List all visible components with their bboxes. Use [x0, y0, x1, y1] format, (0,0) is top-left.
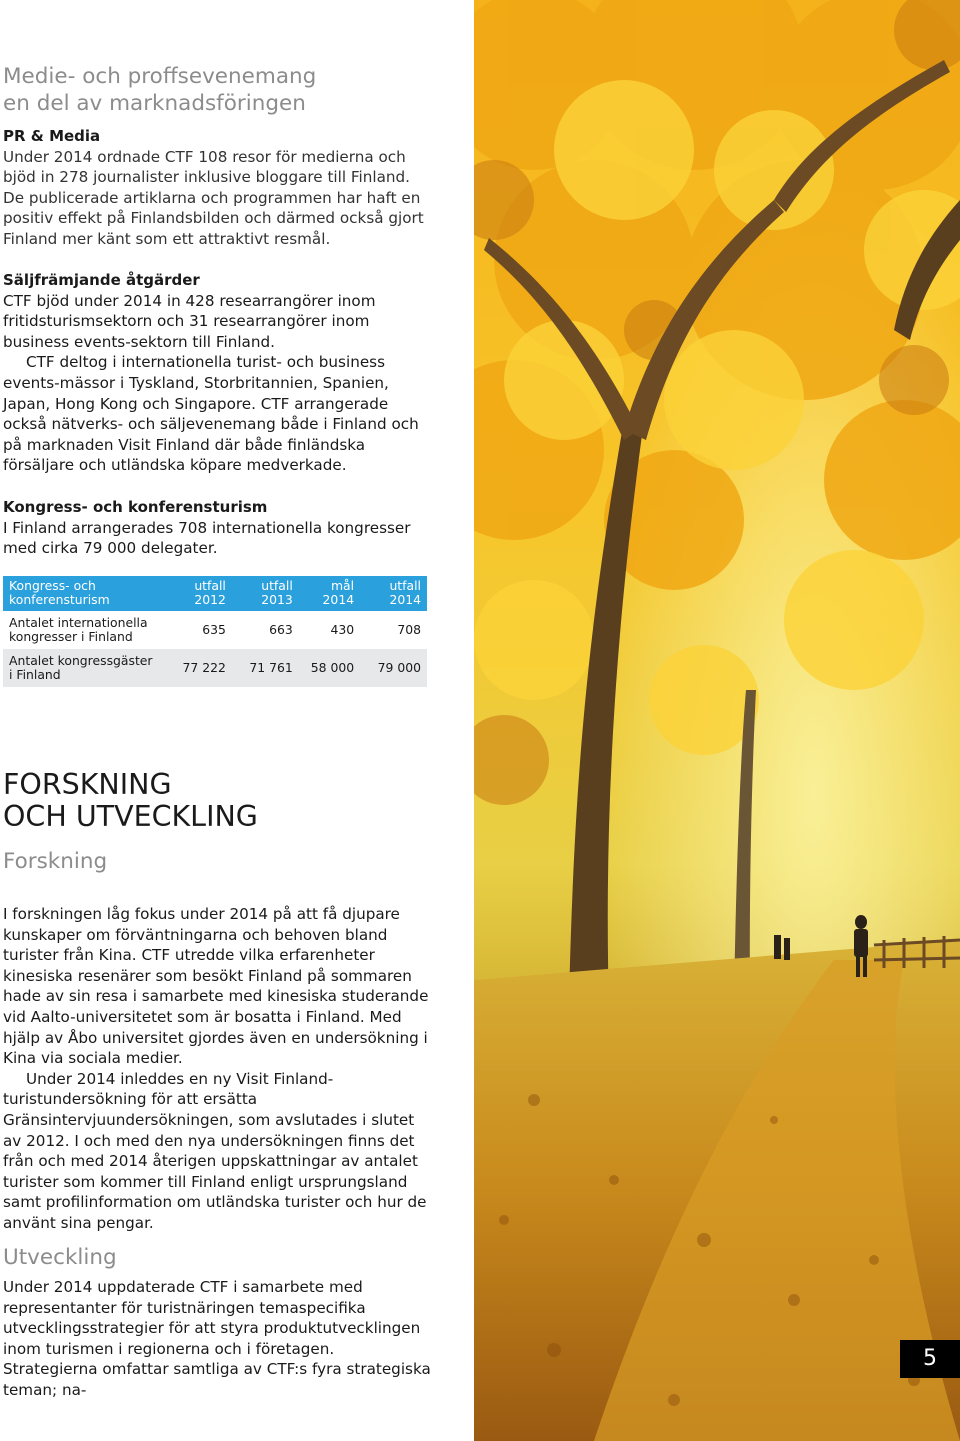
research-text-2: Under 2014 inleddes en ny Visit Finland- turistundersökning för att ersätta Gränsintervjuundersökningen, som avslutades i slutet av 2012. I och med den nya undersökningen finns det från och med 2014 återigen uppskattningar av antalet turister som kommer till Finland enligt ursprungsland samt profilinformation om utländska turister och hur de använt sina pengar.: [3, 1069, 427, 1232]
big-title-line2: OCH UTVECKLING: [3, 799, 258, 833]
page-number: 5: [900, 1340, 960, 1378]
sales-title: Säljfrämjande åtgärder: [3, 271, 200, 289]
section-heading: [3, 63, 433, 117]
table-header-row: [3, 576, 427, 611]
table-row: [3, 649, 427, 687]
section-heading-line2: en del av marknadsföringen: [3, 91, 306, 116]
pr-title: PR & Media: [3, 127, 101, 145]
congress-title: Kongress- och konferensturism: [3, 498, 268, 516]
research-development-title: [3, 769, 258, 832]
development-heading: Utveckling: [3, 1245, 117, 1270]
autumn-path-photo: [474, 0, 960, 1441]
table-cell: 77 222: [165, 649, 232, 687]
table-cell: 79 000: [360, 649, 427, 687]
sales-text-2: CTF deltog i internationella turist- och business events-mässor i Tyskland, Storbritannien, Spanien, Japan, Hong Kong och Singapore. CTF arrangerade också nätverks- och säljevenemang både i Finland och på marknaden Visit Finland där både finländska försäljare och utländska köpare medverkade.: [3, 353, 419, 475]
table-header-2012: utfall 2012: [165, 576, 232, 611]
congress-table: [3, 576, 427, 687]
pr-text: Under 2014 ordnade CTF 108 resor för medierna och bjöd in 278 journalister inklusive bloggare till Finland. De publicerade artiklarna och programmen har haft en positiv effekt på Finlandsbilden och därmed också gjort Finland mer känt som ett attraktivt resmål.: [3, 147, 424, 248]
development-text: Under 2014 uppdaterade CTF i samarbete med representanter för turistnäringen temaspecifika utvecklingsstrategier för att styra produktutvecklingen inom turismen i regionerna och i företagen. Strategierna omfattar samtliga av CTF:s fyra strategiska teman; na-: [3, 1278, 431, 1399]
table-row-label: Antalet kongressgäster i Finland: [3, 649, 165, 687]
table-row: [3, 611, 427, 649]
table-row-label: Antalet internationella kongresser i Finland: [3, 611, 165, 649]
table-header-category: Kongress- och konferensturism: [3, 576, 165, 611]
table-header-goal-2014: mål 2014: [299, 576, 360, 611]
table-cell: 58 000: [299, 649, 360, 687]
sales-block: [3, 270, 431, 476]
table-cell: 708: [360, 611, 427, 649]
table-cell: 71 761: [232, 649, 299, 687]
research-heading: Forskning: [3, 849, 108, 874]
sales-text-1: CTF bjöd under 2014 in 428 researrangörer inom fritidsturismsektorn och 31 researrangörer inom business events-sektorn till Finland.: [3, 291, 376, 351]
table-cell: 663: [232, 611, 299, 649]
research-text-1: I forskningen låg fokus under 2014 på att få djupare kunskaper om förväntningarna och behoven bland turister från Kina. CTF utredde vilka erfarenheter kinesiska resenärer som besökt Finland på sommaren hade av sin resa i samarbete med kinesiska studerande vid Aalto-universitetet som är bosatta i Finland. Med hjälp av Åbo universitet gjordes även en undersökning i Kina via sociala medier.: [3, 905, 429, 1068]
development-block: [3, 1243, 431, 1401]
table-cell: 430: [299, 611, 360, 649]
congress-block: [3, 497, 431, 559]
table-header-2014: utfall 2014: [360, 576, 427, 611]
research-block: [3, 847, 431, 1234]
table-cell: 635: [165, 611, 232, 649]
table-header-2013: utfall 2013: [232, 576, 299, 611]
big-title-line1: FORSKNING: [3, 768, 172, 801]
section-heading-line1: Medie- och proffsevenemang: [3, 64, 317, 89]
pr-block: [3, 126, 431, 250]
congress-text: I Finland arrangerades 708 internationella kongresser med cirka 79 000 delegater.: [3, 518, 411, 558]
